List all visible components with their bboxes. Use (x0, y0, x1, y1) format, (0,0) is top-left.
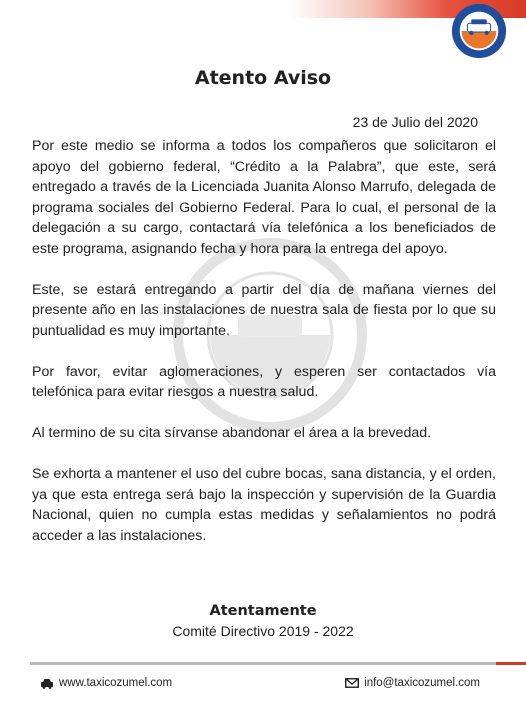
committee-name: Comité Directivo 2019 - 2022 (172, 623, 354, 639)
paragraph-2: Este, se estará entregando a partir del día de mañana viernes del presente año en las instalaciones de nuestra sala de fiesta por lo que su puntualidad es muy importante. (32, 281, 496, 339)
email-link[interactable]: info@taxicozumel.com (364, 677, 480, 689)
footer-divider (30, 662, 496, 665)
paragraph-1: Por este medio se informa a todos los compañeros que solicitaron el apoyo del gobierno federal, “Crédito a la Palabra”, que este, será entregado a través de la Licenciada Juanita Alonso Marrufo, delegada de programa sociales del Gobierno Federal. Para lo cual, el personal de la delegación a su cargo, contactará vía telefónica a los beneficiados de este programa, asignando fecha y hora para la entrega del apoyo. (32, 138, 496, 257)
notice-date: 23 de Julio del 2020 (352, 114, 478, 130)
mail-icon (345, 678, 359, 688)
paragraph-4: Al termino de su cita sírvanse abandonar el área a la brevedad. (32, 425, 432, 441)
notice-body (32, 136, 496, 567)
footer-accent (496, 662, 526, 665)
website-link[interactable]: www.taxicozumel.com (59, 677, 173, 689)
paragraph-3: Por favor, evitar aglomeraciones, y esperen ser contactados vía telefónica para evitar riesgos a nuestra salud. (32, 363, 496, 400)
page-title: Atento Aviso (194, 67, 332, 89)
paragraph-5: Se exhorta a mantener el uso del cubre bocas, sana distancia, y el orden, ya que esta entrega será bajo la inspección y supervisión de la Guardia Nacional, quien no cumpla estas medidas y señalamientos no podrá acceder a las instalaciones. (32, 466, 496, 544)
footer-website[interactable] (40, 677, 172, 689)
header-accent-band (0, 0, 526, 18)
taxi-icon (40, 678, 54, 689)
closing (0, 603, 526, 639)
footer-email[interactable] (345, 677, 480, 689)
union-logo (450, 2, 508, 60)
signoff: Atentamente (209, 603, 317, 619)
